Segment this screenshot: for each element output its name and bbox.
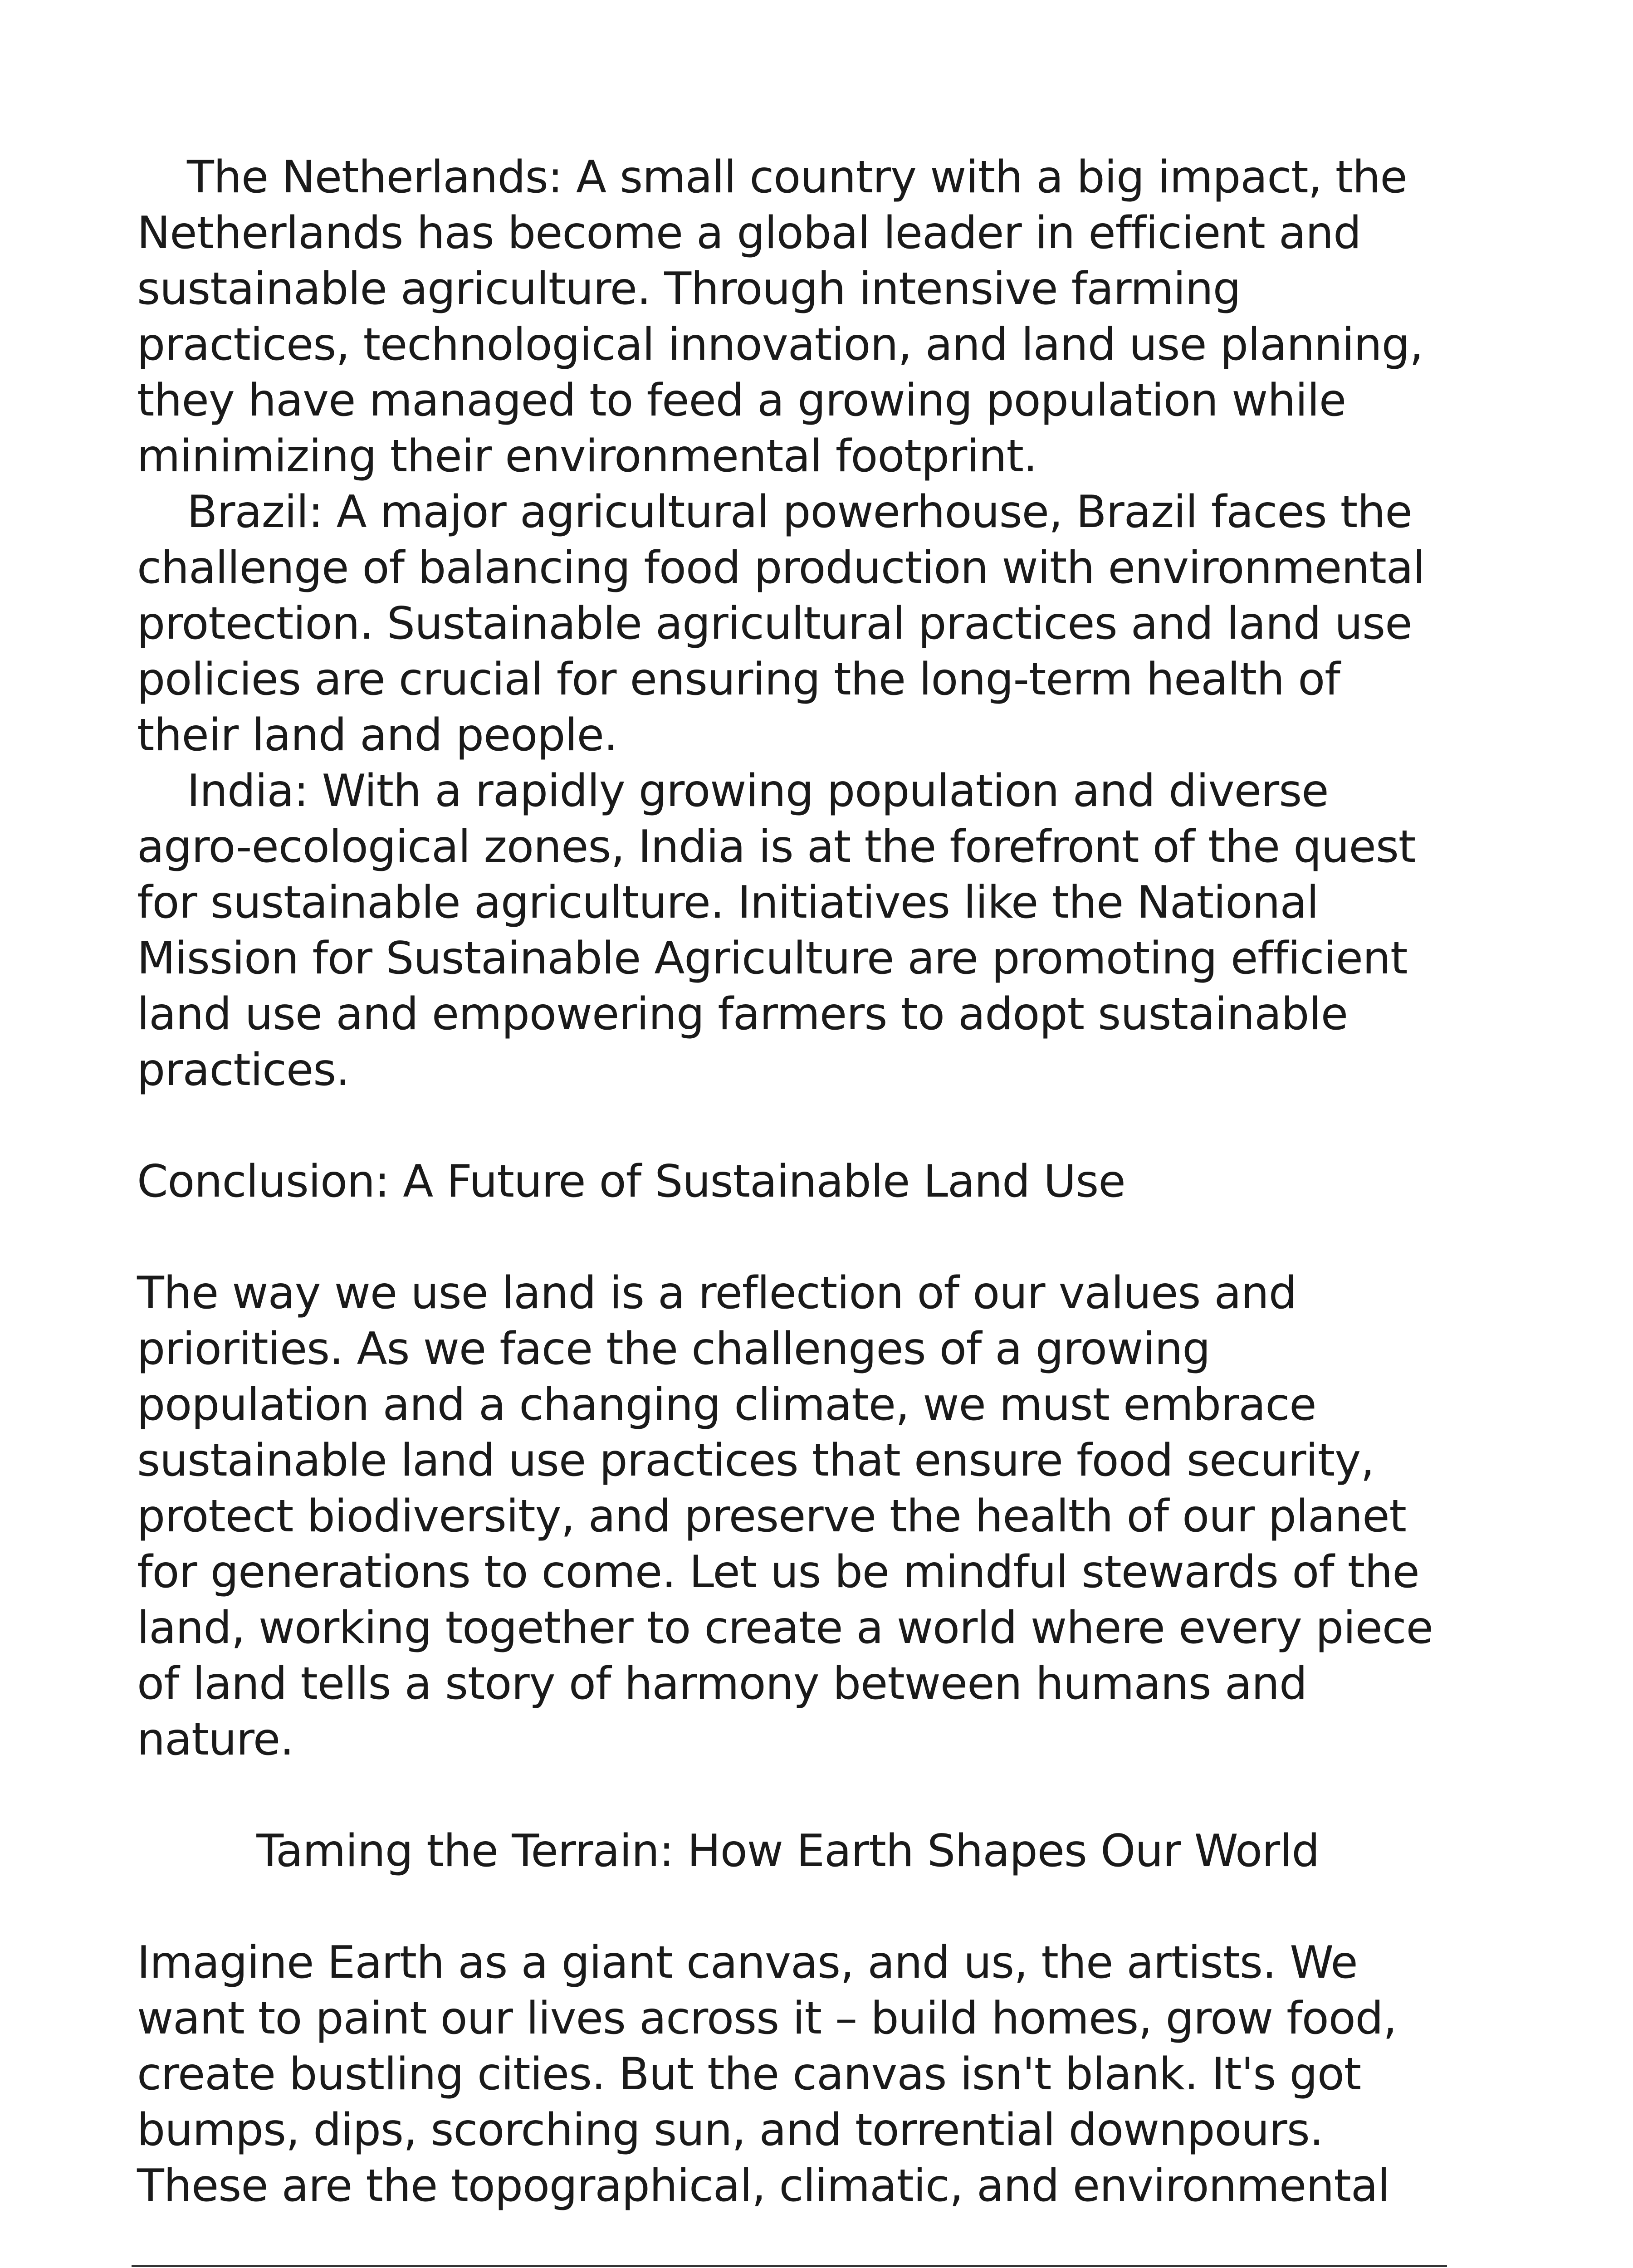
chapter-title: Taming the Terrain: How Earth Shapes Our World: [256, 1825, 1320, 1877]
spacer: [137, 1098, 1439, 1154]
paragraph-conclusion: The way we use land is a reflection of our values and priorities. As we face the challenges of a growing population and a changing climate, we must embrace sustainable land use practices that ensure food security, protect biodiversity, and preserve the health of our planet for generations to come. Let us be mindful stewards of the land, working together to create a world where every piece of land tells a story of harmony between humans and nature.: [137, 1267, 1433, 1765]
spacer: [137, 1768, 1439, 1823]
conclusion-heading: Conclusion: A Future of Sustainable Land Use: [137, 1156, 1125, 1207]
paragraph-chapter-intro: Imagine Earth as a giant canvas, and us, the artists. We want to paint our lives across it – build homes, grow food, create bustling cities. But the canvas isn't blank. It's got bumps, dips, scorching sun, and torrential downpours. These are the topographical, climatic, and environmental: [137, 1937, 1397, 2212]
page-body: [137, 150, 1439, 2214]
paragraph-india: India: With a rapidly growing population and diverse agro-ecological zones, India is at the forefront of the quest for sustainable agriculture. Initiatives like the National Mission for Sustainable Agriculture are promoting efficient land use and empowering farmers to adopt sustainable practices.: [137, 765, 1416, 1096]
spacer: [137, 1879, 1439, 1935]
paragraph-brazil: Brazil: A major agricultural powerhouse, Brazil faces the challenge of balancing food production with environmental protection. Sustainable agricultural practices and land use policies are crucial for ensuring the long-term health of their land and people.: [137, 486, 1425, 761]
footer-rule: [132, 2265, 1447, 2267]
paragraph-netherlands: The Netherlands: A small country with a big impact, the Netherlands has become a global leader in efficient and sustainable agriculture. Through intensive farming practices, technological innovation, and land use planning, they have managed to feed a growing population while minimizing their environmental footprint.: [137, 152, 1423, 482]
spacer: [137, 1210, 1439, 1266]
